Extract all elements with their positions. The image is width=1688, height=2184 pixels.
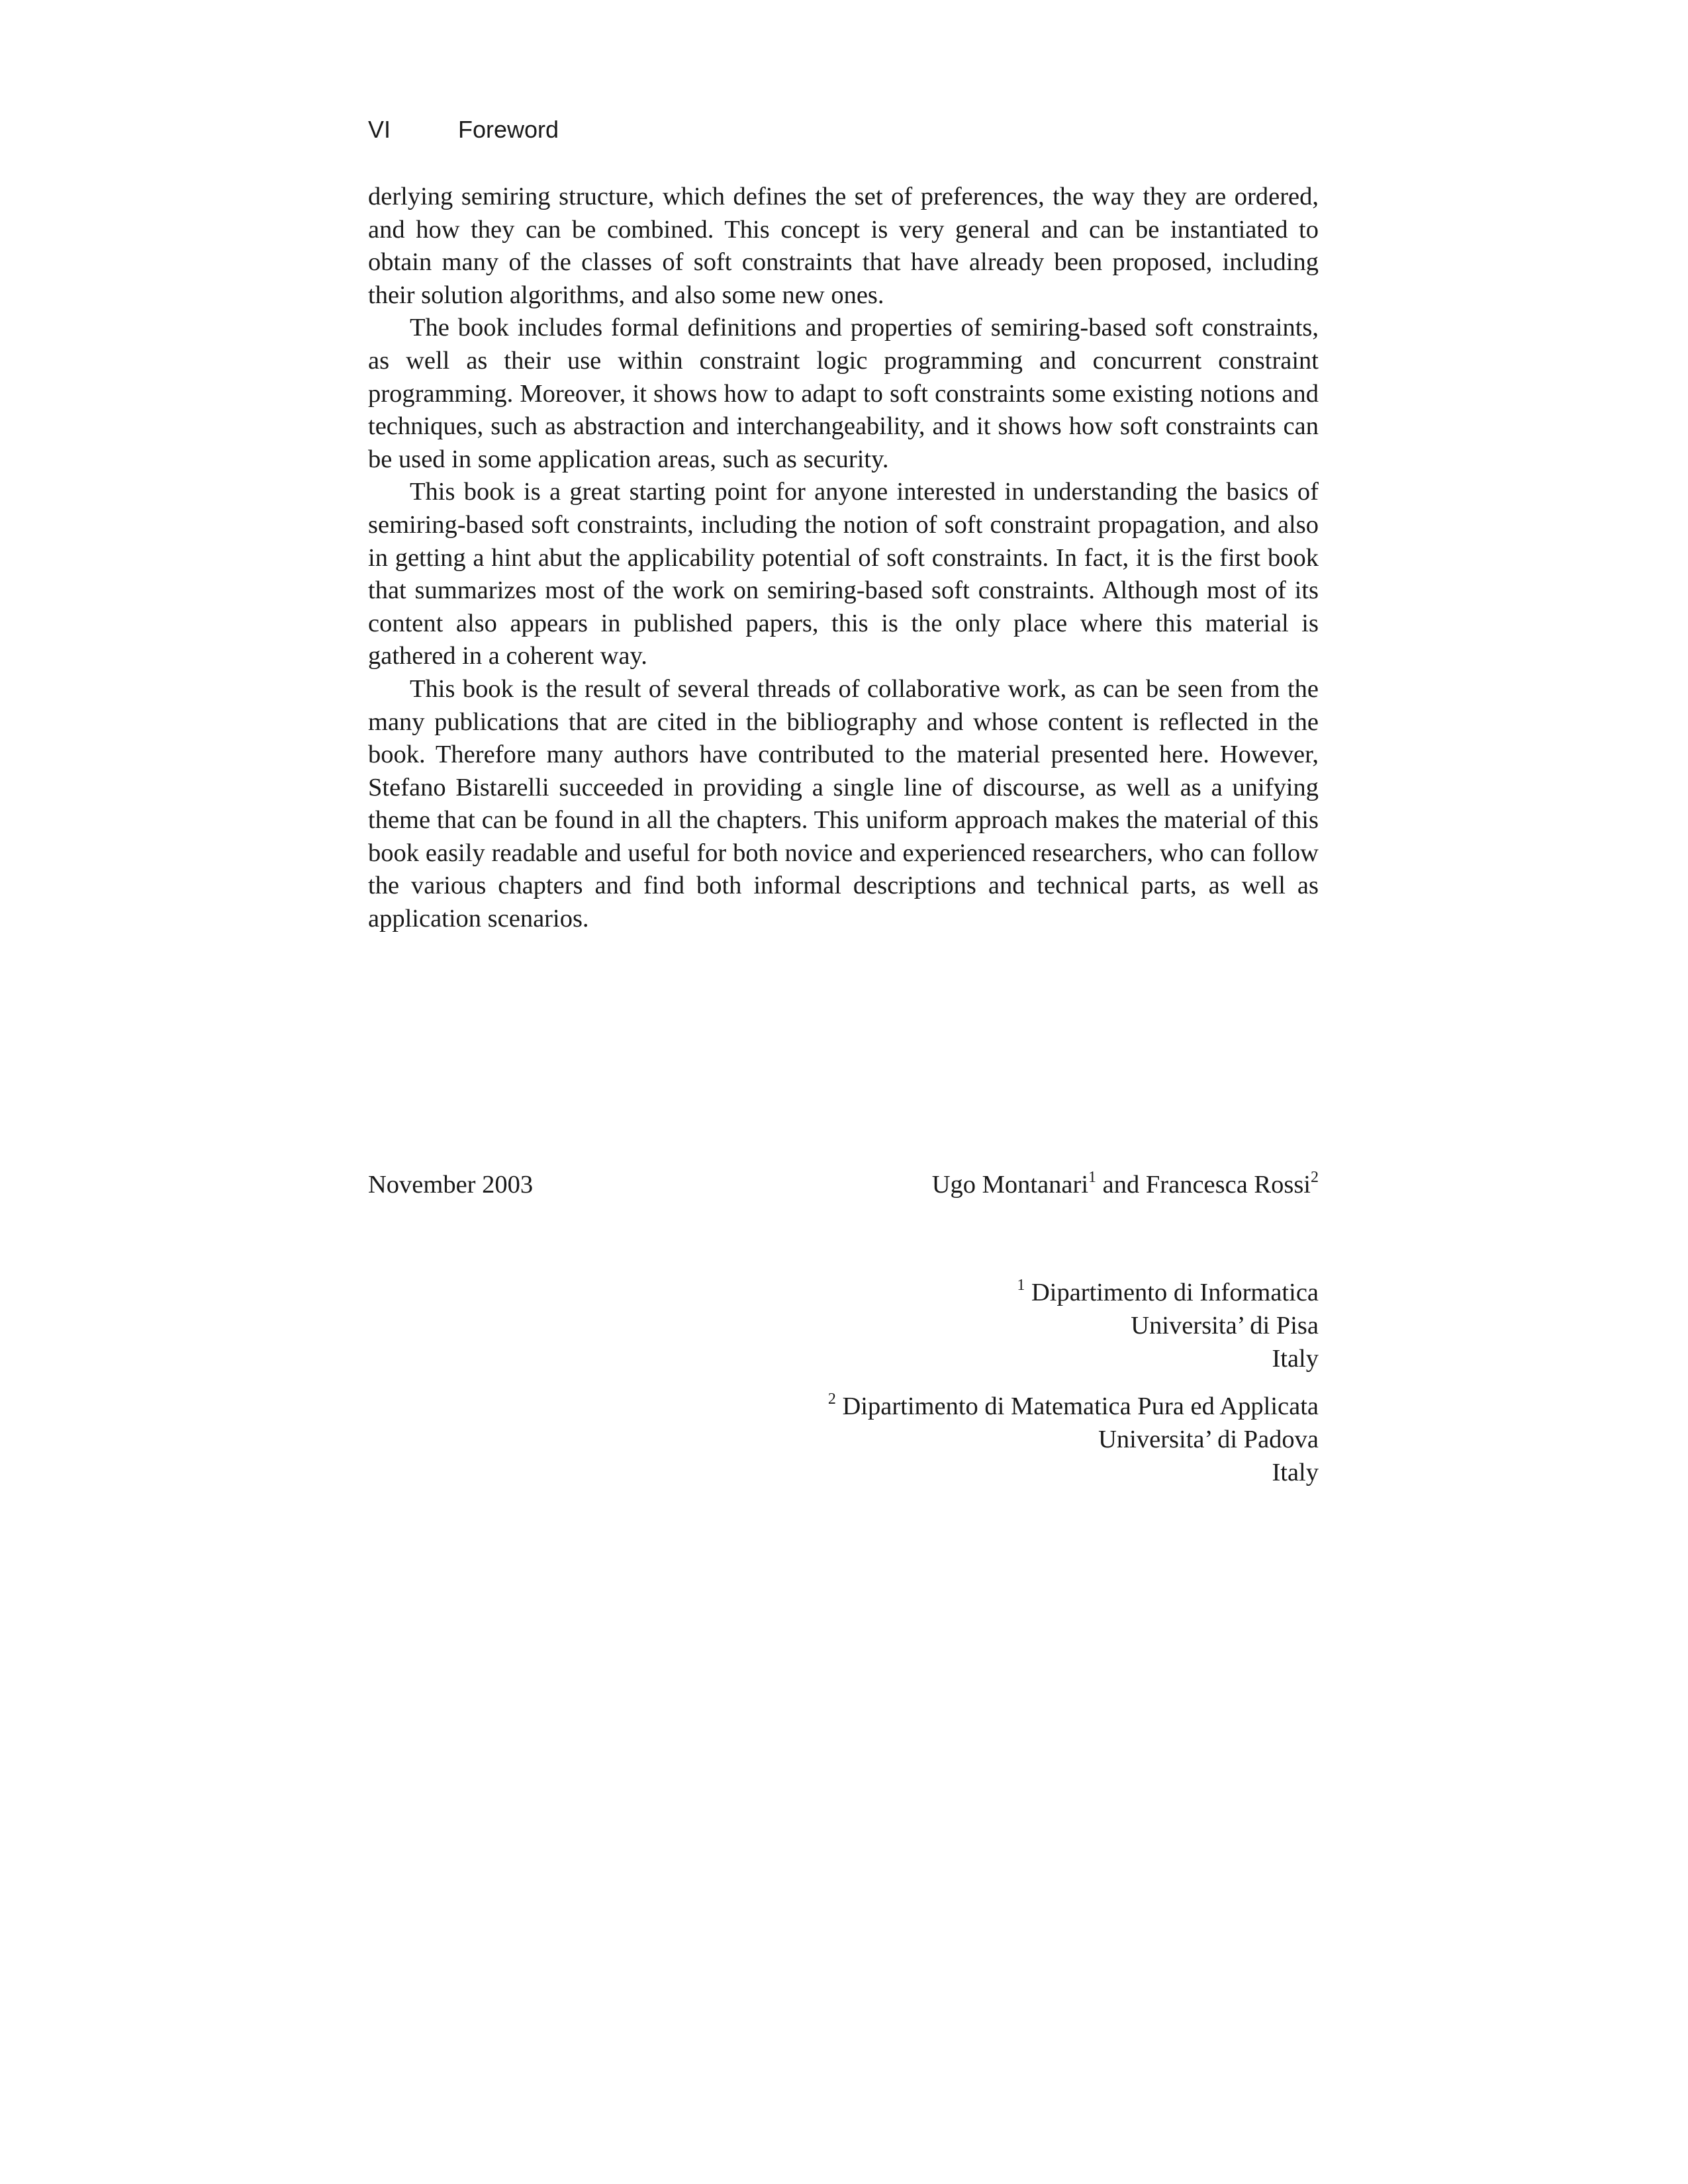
affiliation-1-country: Italy xyxy=(1272,1345,1319,1373)
affiliations xyxy=(368,1276,1319,1504)
author-names xyxy=(932,1165,1319,1205)
affiliation-2-department-line xyxy=(368,1390,1319,1423)
affiliation-2-country: Italy xyxy=(1272,1459,1319,1486)
author-2-name: Francesca Rossi xyxy=(1145,1171,1311,1199)
author-2-footnote-mark: 2 xyxy=(1311,1169,1319,1186)
affiliation-1 xyxy=(368,1276,1319,1375)
affiliation-2 xyxy=(368,1390,1319,1489)
affiliation-1-mark: 1 xyxy=(1017,1277,1025,1294)
foreword-date: November 2003 xyxy=(368,1171,534,1199)
paragraph-4: This book is the result of several threads of collaborative work, as can be seen from the many publications that are cited in the bibliography and whose content is reflected in the book. Therefore many authors have contributed to the material presented here. However, Stefano Bistarelli succeeded in providing a single line of discourse, as well as a unifying theme that can be found in all the chapters. This uniform approach makes the material of this book easily readable and useful for both novice and experienced researchers, who can follow the various chapters and find both informal descriptions and technical parts, as well as application scenarios. xyxy=(368,674,1319,933)
affiliation-2-department: Dipartimento di Matematica Pura ed Applicata xyxy=(842,1392,1319,1420)
affiliation-1-university: Universita’ di Pisa xyxy=(1131,1312,1319,1340)
foreword-body xyxy=(368,181,1319,936)
affiliation-2-university: Universita’ di Padova xyxy=(1098,1426,1319,1453)
page-number: VI xyxy=(368,116,391,143)
affiliation-2-mark: 2 xyxy=(827,1390,836,1408)
author-1-footnote-mark: 1 xyxy=(1088,1169,1097,1186)
affiliation-1-department: Dipartimento di Informatica xyxy=(1031,1279,1319,1306)
author-1-name: Ugo Montanari xyxy=(931,1171,1089,1199)
paragraph-1: derlying semiring structure, which defines the set of preferences, the way they are ordered, and how they can be combined. This concept is very general and can be instantiated to obtain many of the classes of soft constraints that have already been proposed, including their solution algorithms, and also some new ones. xyxy=(368,183,1319,309)
paragraph-2: The book includes formal definitions and properties of semiring-based soft constraints, as well as their use within constraint logic programming and concurrent constraint programming. Moreover, it shows how to adapt to soft constraints some existing notions and techniques, such as abstraction and interchangeability, and it shows how soft constraints can be used in some application areas, such as security. xyxy=(368,314,1319,473)
signature-row xyxy=(368,1165,1319,1205)
author-conjunction: and xyxy=(1096,1171,1146,1199)
paragraph-3: This book is a great starting point for anyone interested in understanding the basics of semiring-based soft constraints, including the notion of soft constraint propagation, and also in getting a hint abut the applicability potential of soft constraints. In fact, it is the first book that summarizes most of the work on semiring-based soft constraints. Although most of its content also appears in published papers, this is the only place where this material is gathered in a coherent way. xyxy=(368,478,1319,670)
affiliation-1-department-line xyxy=(368,1276,1319,1309)
running-head-title: Foreword xyxy=(458,116,559,143)
running-head xyxy=(368,110,1319,150)
